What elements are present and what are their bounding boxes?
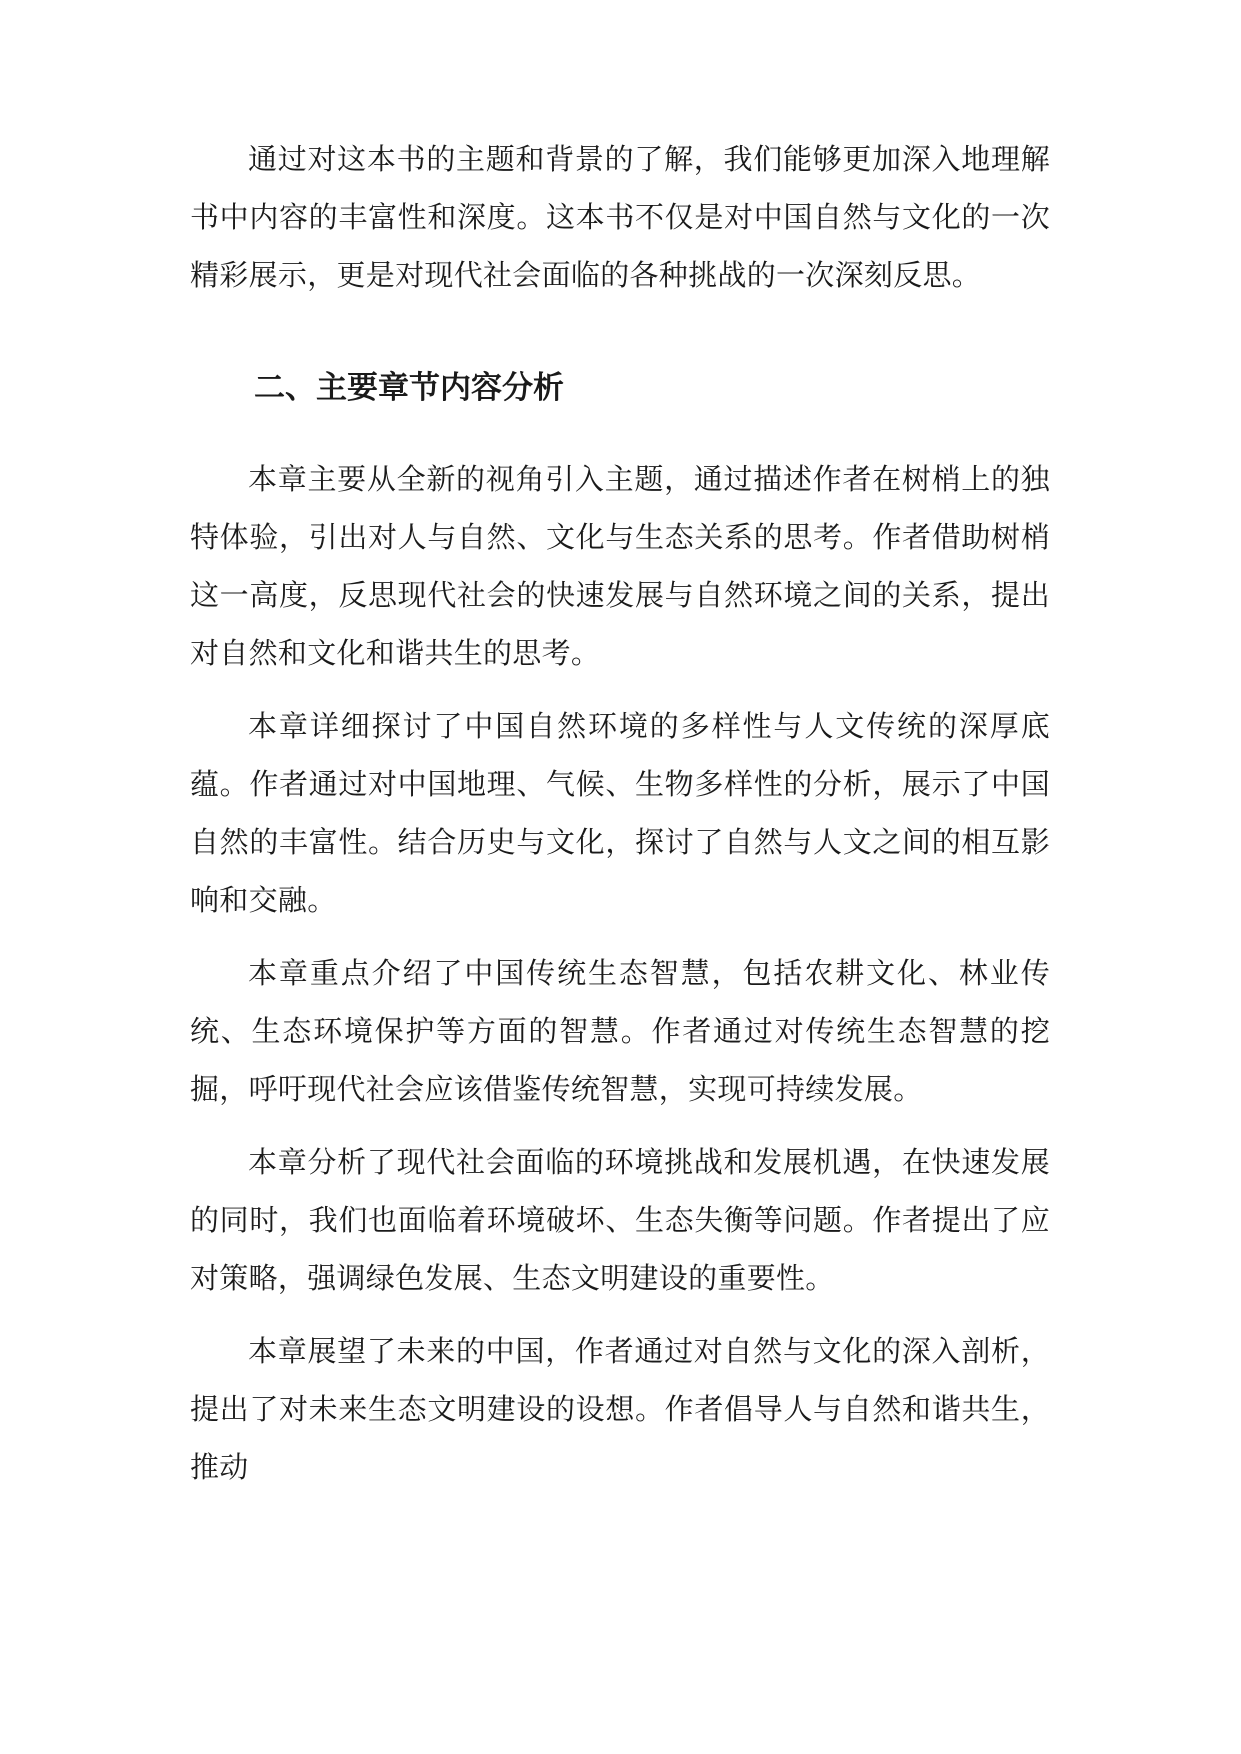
chapter-paragraph-4: 本章分析了现代社会面临的环境挑战和发展机遇，在快速发展的同时，我们也面临着环境破坏、生态失衡等问题。作者提出了应对策略，强调绿色发展、生态文明建设的重要性。: [190, 1145, 1050, 1295]
intro-paragraph: 通过对这本书的主题和背景的了解，我们能够更加深入地理解书中内容的丰富性和深度。这本书不仅是对中国自然与文化的一次精彩展示，更是对现代社会面临的各种挑战的一次深刻反思。: [190, 142, 1050, 292]
chapter-paragraph-2: 本章详细探讨了中国自然环境的多样性与人文传统的深厚底蕴。作者通过对中国地理、气候、生物多样性的分析，展示了中国自然的丰富性。结合历史与文化，探讨了自然与人文之间的相互影响和交融。: [190, 709, 1050, 917]
chapter-paragraph-3: 本章重点介绍了中国传统生态智慧，包括农耕文化、林业传统、生态环境保护等方面的智慧。作者通过对传统生态智慧的挖掘，呼吁现代社会应该借鉴传统智慧，实现可持续发展。: [190, 956, 1050, 1106]
chapter-paragraph-1: 本章主要从全新的视角引入主题，通过描述作者在树梢上的独特体验，引出对人与自然、文化与生态关系的思考。作者借助树梢这一高度，反思现代社会的快速发展与自然环境之间的关系，提出对自然和文化和谐共生的思考。: [190, 462, 1050, 670]
section-heading: 二、主要章节内容分析: [254, 370, 564, 406]
chapter-paragraph-5: 本章展望了未来的中国，作者通过对自然与文化的深入剖析，提出了对未来生态文明建设的设想。作者倡导人与自然和谐共生，推动: [190, 1334, 1050, 1484]
document-body: [190, 130, 1050, 1511]
